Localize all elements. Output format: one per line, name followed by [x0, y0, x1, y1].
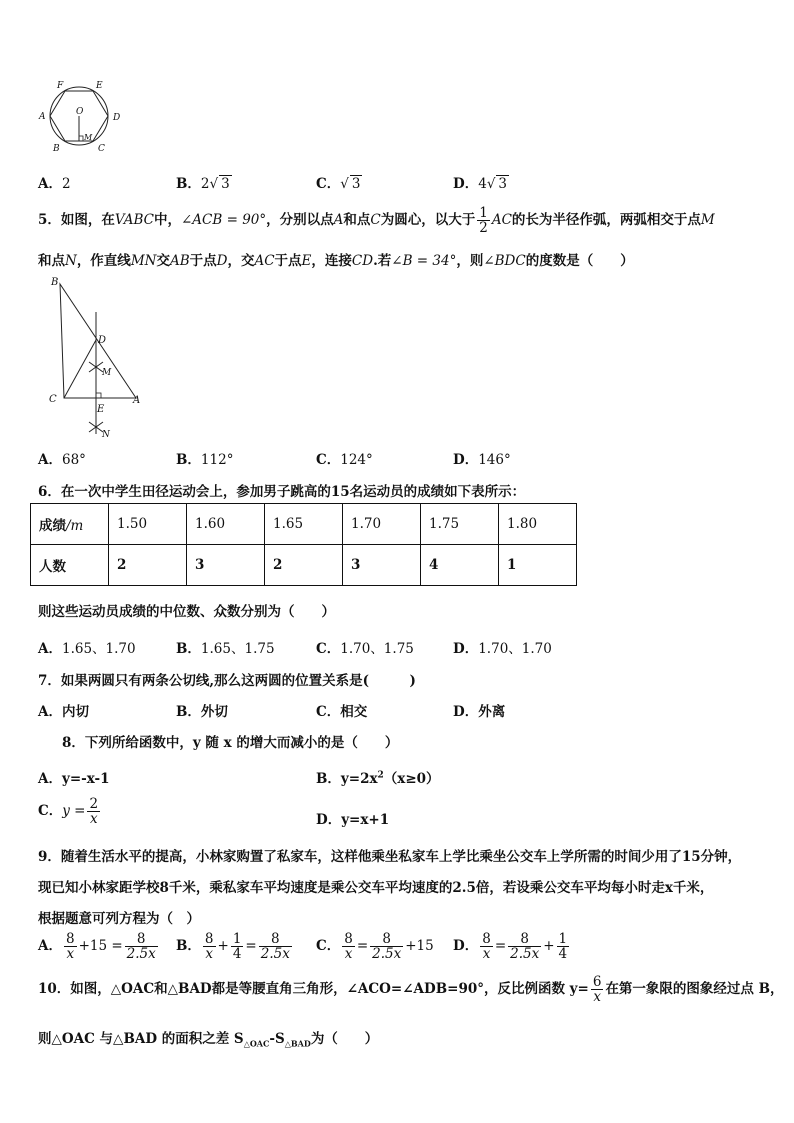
label-n: N — [102, 430, 110, 440]
table-cell: 1 — [499, 545, 577, 586]
q4-option-d[interactable]: D．4√ 3 — [453, 176, 508, 192]
q5-option-c[interactable]: C．124° — [316, 452, 373, 468]
table-row-scores — [31, 504, 577, 545]
q9-stem-line1: 9．随着生活水平的提高，小林家购置了私家车，这样他乘坐私家车上学比乘坐公交车上学所需的时间少用了15分钟， — [38, 849, 742, 865]
q9-option-c[interactable]: C． $\frac{8}{x}$ = $\frac{8}{2.5x}$ +15 — [316, 931, 434, 963]
triangle-construction-figure — [44, 274, 154, 440]
label-m: M — [84, 133, 93, 142]
q10-stem-line1: 10．如图，△OAC和△BAD都是等腰直角三角形，∠ACO=∠ADB=90°，反比例函数 y= $\frac{6}{x}$ 在第一象限的图象经过点 B， — [38, 974, 784, 1006]
q6-option-d[interactable]: D．1.70、1.70 — [453, 641, 552, 657]
q4-option-b[interactable]: B．2√ 3 — [176, 176, 230, 192]
q9-option-d[interactable]: D． $\frac{8}{x}$ = $\frac{8}{2.5x}$ + $\frac{1}{4}$ — [453, 931, 568, 963]
q5-option-a[interactable]: A．68° — [38, 452, 86, 468]
label-o: O — [76, 107, 84, 117]
segment-cd — [64, 340, 96, 398]
q9-stem-line3: 根据题意可列方程为（ ） — [38, 911, 200, 927]
table-cell: 1.60 — [187, 504, 265, 545]
q7-option-b[interactable]: B．外切 — [176, 704, 228, 720]
q5-option-d[interactable]: D．146° — [453, 452, 511, 468]
q5-option-b[interactable]: B．112° — [176, 452, 234, 468]
table-cell: 1.65 — [265, 504, 343, 545]
right-angle-mark-e — [96, 393, 101, 398]
table-cell: 1.80 — [499, 504, 577, 545]
q9-option-a[interactable]: A． $\frac{8}{x}$ +15 = $\frac{8}{2.5x}$ — [38, 931, 156, 963]
table-cell: 4 — [421, 545, 499, 586]
label-m: M — [102, 368, 112, 378]
table-row-counts — [31, 545, 577, 586]
label-a: A — [39, 112, 46, 122]
label-e: E — [96, 81, 103, 91]
q5-stem-line2: 和点N，作直线MN交AB于点D，交AC于点E，连接CD.若∠B = 34°，则∠BDC的度数是（ ） — [38, 253, 634, 269]
q5-stem-line1: 5．如图，在VABC中，∠ACB = 90°，分别以点A和点C为圆心，以大于 $\frac{1}{2}$ AC的长为半径作弧，两弧相交于点M — [38, 205, 715, 237]
hexagon-figure — [36, 78, 132, 154]
q6-question: 则这些运动员成绩的中位数、众数分别为（ ） — [38, 604, 335, 620]
q7-stem: 7．如果两圆只有两条公切线,那么这两圆的位置关系是( ) — [38, 673, 416, 689]
table-header-count: 人数 — [31, 545, 109, 586]
q6-option-a[interactable]: A．1.65、1.70 — [38, 641, 136, 657]
q7-option-d[interactable]: D．外离 — [453, 704, 506, 720]
label-a: A — [133, 395, 141, 406]
q8-stem: 8．下列所给函数中，y 随 x 的增大而减小的是（ ） — [62, 735, 399, 751]
right-angle-mark — [79, 136, 83, 141]
q9-option-b[interactable]: B． $\frac{8}{x}$ + $\frac{1}{4}$ = $\frac{8}{2.5x}$ — [176, 931, 290, 963]
label-d: D — [113, 113, 121, 123]
results-table — [30, 503, 577, 586]
label-e: E — [97, 404, 105, 415]
table-header-score: 成绩/m — [31, 504, 109, 545]
q6-stem: 6．在一次中学生田径运动会上，参加男子跳高的15名运动员的成绩如下表所示： — [38, 484, 526, 500]
label-f: F — [57, 81, 64, 91]
q7-option-a[interactable]: A．内切 — [38, 704, 89, 720]
label-c: C — [49, 394, 57, 405]
q8-option-d[interactable]: D．y=x+1 — [316, 812, 390, 828]
q8-option-a[interactable]: A．y=-x-1 — [38, 771, 110, 787]
table-cell: 3 — [187, 545, 265, 586]
label-d: D — [98, 335, 107, 346]
q7-option-c[interactable]: C．相交 — [316, 704, 368, 720]
label-b: B — [51, 277, 59, 288]
q10-stem-line2: 则△OAC 与△BAD 的面积之差 $S_{\triangle OAC}-S_{\triangle BAD}$为（ ） — [38, 1031, 379, 1049]
table-cell: 2 — [109, 545, 187, 586]
q4-option-a[interactable]: A．2 — [38, 176, 71, 192]
label-c: C — [98, 144, 105, 154]
table-cell: 1.75 — [421, 504, 499, 545]
q9-stem-line2: 现已知小林家距学校8千米，乘私家车平均速度是乘公交车平均速度的2.5倍，若设乘公交车平均每小时走x千米， — [38, 880, 714, 896]
q8-option-b[interactable]: B．$y=2x^2(x\ge 0)$ — [316, 770, 440, 787]
label-b: B — [53, 144, 60, 154]
q8-option-c[interactable]: C．y = $\frac{2}{x}$ — [38, 796, 99, 828]
q6-option-c[interactable]: C．1.70、1.75 — [316, 641, 414, 657]
q6-option-b[interactable]: B．1.65、1.75 — [176, 641, 275, 657]
table-cell: 3 — [343, 545, 421, 586]
table-cell: 2 — [265, 545, 343, 586]
table-cell: 1.70 — [343, 504, 421, 545]
q4-option-c[interactable]: C．√ 3 — [316, 176, 361, 192]
table-cell: 1.50 — [109, 504, 187, 545]
